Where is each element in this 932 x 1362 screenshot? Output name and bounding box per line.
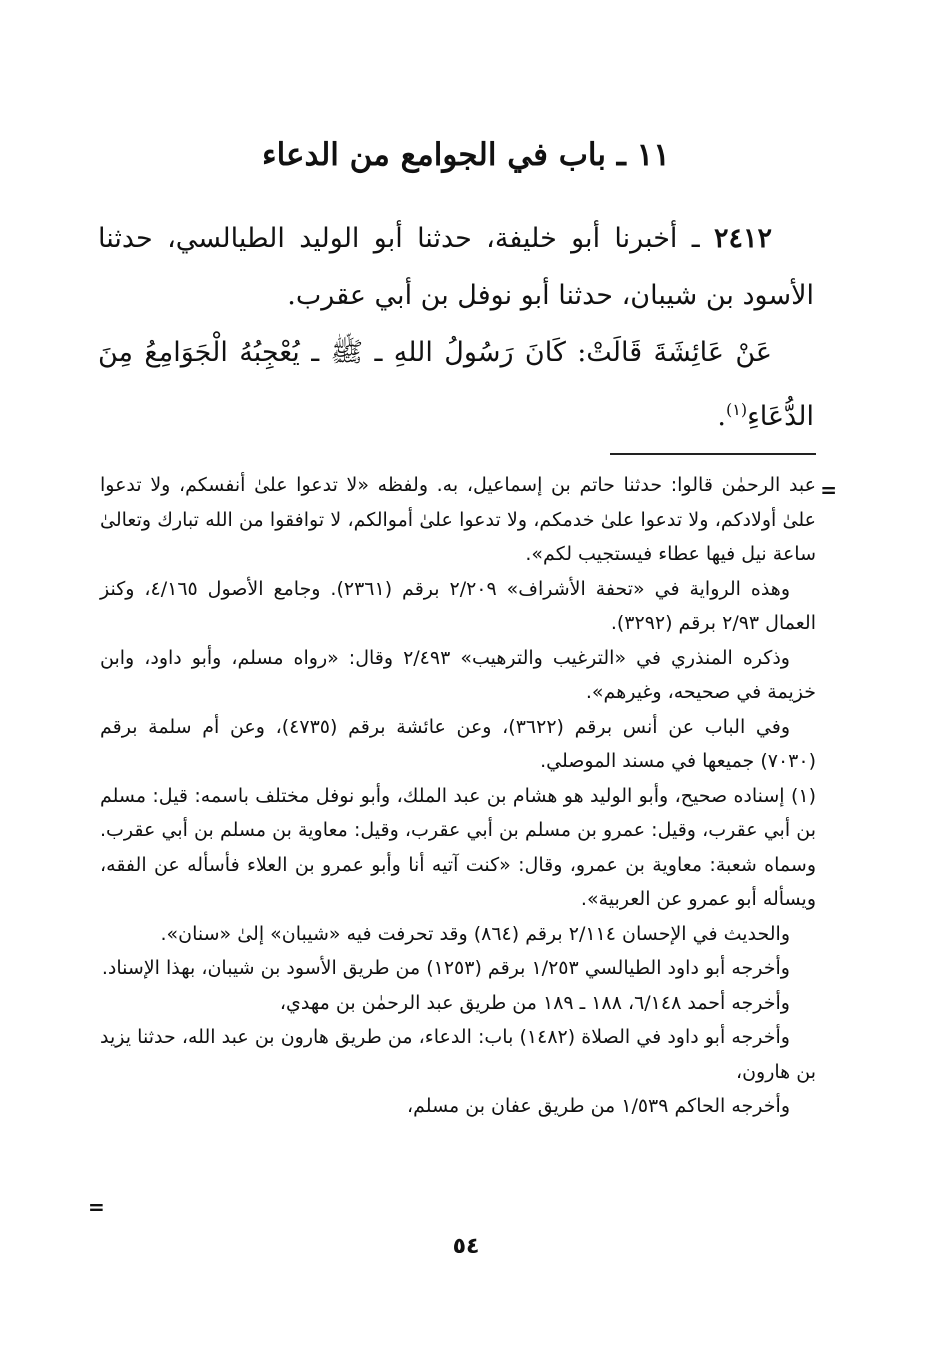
footnote-continuation: عبد الرحمٰن قالوا: حدثنا حاتم بن إسماعيل، به. ولفظه «لا تدعوا علىٰ أنفسكم، ولا تدعوا علىٰ أولادكم، ولا تدعوا علىٰ خدمكم، ولا تدعوا علىٰ أموالكم، لا توافقوا من الله تبارك وتعالىٰ ساعة نيل فيها عطاء فيستجيب لكم». — [100, 474, 816, 565]
matn-text: عَنْ عَائِشَةَ قَالَتْ: كَانَ رَسُولُ اللهِ ـ ﷺ ـ يُعْجِبُهُ الْجَوَامِعُ مِنَ الدُّعَاءِ — [98, 337, 814, 432]
hadith-matn — [98, 324, 814, 445]
footnote-paragraph: وفي الباب عن أنس برقم (٣٦٢٢)، وعن عائشة برقم (٤٧٣٥)، وعن أم سلمة برقم (٧٠٣٠) جميعها في مسند الموصلي. — [100, 715, 816, 772]
footnote-paragraph: وذكره المنذري في «الترغيب والترهيب» ٢/٤٩٣ وقال: «رواه مسلم، وأبو داود، وابن خزيمة في صحيحه، وغيرهم». — [100, 646, 816, 703]
footnote-paragraph: وهذه الرواية في «تحفة الأشراف» ٢/٢٠٩ برقم (٢٣٦١). وجامع الأصول ٤/١٦٥، وكنز العمال ٢/٩٣ برقم (٣٢٩٢). — [100, 577, 816, 634]
hadith-number: ٢٤١٢ — [713, 223, 772, 254]
footnote-paragraph: وأخرجه أحمد ٦/١٤٨، ١٨٨ ـ ١٨٩ من طريق عبد الرحمٰن بن مهدي، — [279, 991, 790, 1014]
chapter-title: ١١ ـ باب في الجوامع من الدعاء — [262, 137, 670, 173]
continuation-mark-top: = — [820, 478, 837, 502]
footnote-1 — [100, 779, 816, 917]
footnote-paragraph: وأخرجه أبو داود الطيالسي ١/٢٥٣ برقم (١٢٥٣) من طريق الأسود بن شيبان، بهذا الإسناد. — [101, 957, 790, 979]
hadith-isnad — [98, 210, 814, 324]
footnote-paragraph: وأخرجه الحاكم ١/٥٣٩ من طريق عفان بن مسلم، — [407, 1095, 790, 1117]
continuation-mark-bottom: = — [88, 1195, 105, 1219]
footnote-1-number: (١) — [790, 784, 816, 807]
footnotes — [100, 468, 816, 1124]
isnad-text: ـ أخبرنا أبو خليفة، حدثنا أبو الوليد الطيالسي، حدثنا الأسود بن شيبان، حدثنا أبو نوفل بن أبي عقرب. — [98, 223, 814, 311]
page-number: ٥٤ — [452, 1234, 480, 1259]
footnote-separator — [610, 453, 816, 455]
footnote-ref: (١) — [725, 400, 748, 419]
hadith-text — [98, 210, 814, 445]
matn-end: . — [717, 401, 726, 432]
footnote-paragraph: وأخرجه أبو داود في الصلاة (١٤٨٢) باب: الدعاء، من طريق هارون بن عبد الله، حدثنا يزيد بن هارون، — [100, 1026, 816, 1083]
footnote-paragraph: والحديث في الإحسان ٢/١١٤ برقم (٨٦٤) وقد تحرفت فيه «شيبان» إلىٰ «سنان». — [160, 922, 790, 945]
footnote-1-text: إسناده صحيح، وأبو الوليد هو هشام بن عبد الملك، وأبو نوفل مختلف باسمه: قيل: مسلم بن أبي عقرب، وقيل: عمرو بن مسلم بن أبي عقرب، وقيل: معاوية بن مسلم بن أبي عقرب. وسماه شعبة: معاوية بن عمرو، وقال: «كنت آتيه أنا وأبو عمرو بن العلاء فأسأله عن الفقه، ويسأله أبو عمرو عن العربية». — [100, 784, 816, 910]
